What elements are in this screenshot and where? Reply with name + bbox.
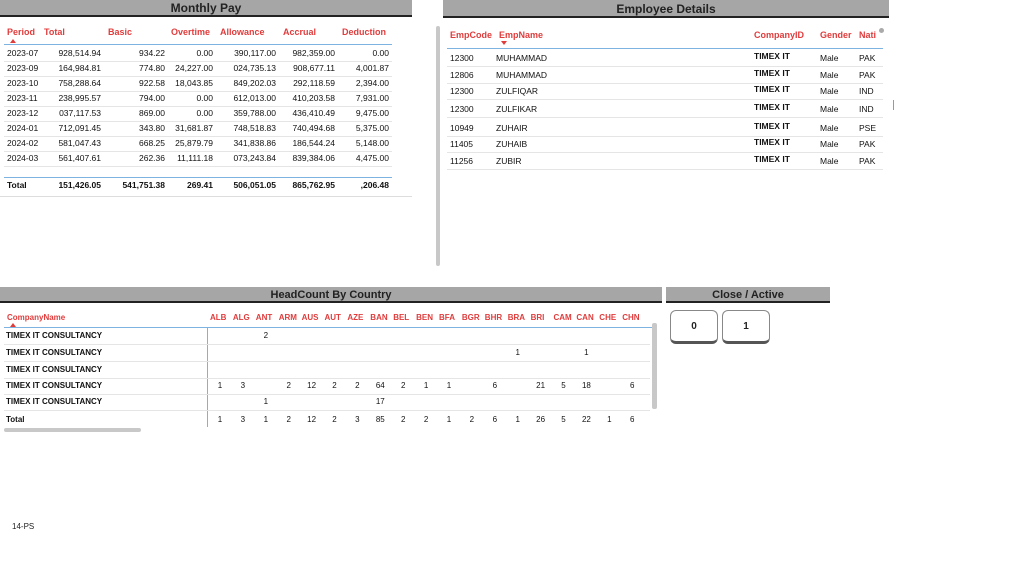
employee-details-cell: ZULFIQAR xyxy=(496,86,539,96)
monthly-pay-total-value: ,206.48 xyxy=(360,180,389,190)
employee-details-body xyxy=(443,49,889,169)
headcount-total-cell: 2 xyxy=(286,415,291,424)
row-separator xyxy=(4,121,392,122)
headcount-col-alb[interactable]: ALB xyxy=(210,313,227,322)
employee-details-cell: Male xyxy=(820,104,839,114)
monthly-pay-value-cell: 928,514.94 xyxy=(58,48,101,58)
headcount-body xyxy=(0,328,662,434)
monthly-pay-header xyxy=(0,26,412,42)
headcount-col-aze[interactable]: AZE xyxy=(347,313,364,322)
employee-details-corner-dot xyxy=(879,28,884,33)
row-separator xyxy=(447,117,883,118)
close-active-title: Close / Active xyxy=(666,287,830,303)
employee-details-cell: IND xyxy=(859,104,874,114)
employee-details-cell: 12806 xyxy=(450,70,474,80)
headcount-total-cell: 1 xyxy=(607,415,612,424)
headcount-col-ben[interactable]: BEN xyxy=(416,313,433,322)
employee-details-cell: TIMEX IT xyxy=(754,102,790,112)
monthly-pay-col-overtime[interactable]: Overtime xyxy=(171,27,211,37)
employee-details-cell: ZULFIKAR xyxy=(496,104,538,114)
monthly-pay-value-cell: 390,117.00 xyxy=(234,48,276,58)
monthly-pay-value-cell: 982,359.00 xyxy=(292,48,335,58)
page-label: 14-PS xyxy=(12,522,35,531)
row-separator xyxy=(4,378,650,379)
monthly-pay-col-allowance[interactable]: Allowance xyxy=(220,27,265,37)
row-separator xyxy=(4,344,650,345)
monthly-pay-total-value: 865,762.95 xyxy=(292,180,335,190)
headcount-cell: 1 xyxy=(263,397,269,406)
monthly-pay-value-cell: 4,001.87 xyxy=(355,63,389,73)
headcount-vertical-scrollbar[interactable] xyxy=(652,323,657,409)
headcount-cell: 6 xyxy=(629,381,635,390)
employee-details-cell: 10949 xyxy=(450,123,474,133)
employee-details-cell: 11256 xyxy=(450,156,474,166)
employee-details-cell: 12300 xyxy=(450,86,474,96)
headcount-company-name: TIMEX IT CONSULTANCY xyxy=(6,365,103,374)
monthly-pay-col-deduction[interactable]: Deduction xyxy=(342,27,386,37)
headcount-col-che[interactable]: CHE xyxy=(599,313,617,322)
headcount-col-ant[interactable]: ANT xyxy=(255,313,273,322)
headcount-cell: 1 xyxy=(217,381,223,390)
monthly-pay-value-cell: 2,394.00 xyxy=(355,78,389,88)
monthly-pay-value-cell: 24,227.00 xyxy=(175,63,213,73)
employee-details-cell: PAK xyxy=(859,139,876,149)
employee-details-cell: TIMEX IT xyxy=(754,137,790,147)
monthly-pay-value-cell: 18,043.85 xyxy=(175,78,213,88)
monthly-pay-value-cell: 0.00 xyxy=(196,93,213,103)
headcount-total-cell: 1 xyxy=(446,415,452,424)
headcount-cell: 1 xyxy=(423,381,429,390)
monthly-pay-period-cell: 2024-02 xyxy=(7,138,39,148)
headcount-total-cell: 2 xyxy=(400,415,406,424)
headcount-col-aus[interactable]: AUS xyxy=(301,313,319,322)
row-separator xyxy=(4,151,392,152)
headcount-header xyxy=(0,311,662,327)
monthly-pay-value-cell: 774.80 xyxy=(139,63,165,73)
monthly-pay-title: Monthly Pay xyxy=(0,0,412,17)
headcount-total-cell: 26 xyxy=(536,415,546,424)
employee-details-col-empname[interactable]: EmpName xyxy=(499,30,544,40)
close-active-button-1[interactable]: 1 xyxy=(722,310,770,344)
headcount-cell: 1 xyxy=(446,381,452,390)
monthly-pay-value-cell: 922.58 xyxy=(139,78,165,88)
headcount-title: HeadCount By Country xyxy=(0,287,662,303)
monthly-pay-total-value: 151,426.05 xyxy=(58,180,101,190)
headcount-col-bfa[interactable]: BFA xyxy=(439,313,455,322)
employee-details-cell: 12300 xyxy=(450,104,474,114)
headcount-cell: 2 xyxy=(400,381,406,390)
employee-details-cell: TIMEX IT xyxy=(754,68,790,78)
headcount-col-alg[interactable]: ALG xyxy=(232,313,250,322)
sort-desc-icon xyxy=(501,41,507,45)
headcount-cell: 2 xyxy=(355,381,360,390)
employee-details-cell: TIMEX IT xyxy=(754,154,790,164)
headcount-col-can[interactable]: CAN xyxy=(576,313,594,322)
headcount-total-cell: 2 xyxy=(423,415,429,424)
employee-details-cell: 12300 xyxy=(450,53,474,63)
headcount-company-name: TIMEX IT CONSULTANCY xyxy=(6,331,103,340)
employee-details-cell: PSE xyxy=(859,123,877,133)
headcount-col-aut[interactable]: AUT xyxy=(324,313,341,322)
headcount-company-name: TIMEX IT CONSULTANCY xyxy=(6,348,103,357)
monthly-pay-value-cell: 0.00 xyxy=(196,108,213,118)
employee-details-cell: PAK xyxy=(859,53,876,63)
monthly-pay-total-label: Total xyxy=(7,180,27,190)
employee-details-cell: TIMEX IT xyxy=(754,121,790,131)
monthly-pay-value-cell: 561,407.61 xyxy=(58,153,101,163)
headcount-total-cell: 3 xyxy=(355,415,360,424)
headcount-total-cell: 1 xyxy=(515,415,520,424)
monthly-pay-value-cell: 341,838.86 xyxy=(233,138,276,148)
monthly-pay-period-cell: 2023-07 xyxy=(7,48,39,58)
monthly-pay-value-cell: 25,879.79 xyxy=(175,138,213,148)
monthly-pay-value-cell: 908,677.11 xyxy=(293,63,335,73)
row-separator xyxy=(4,106,392,107)
monthly-pay-value-cell: 668.25 xyxy=(139,138,165,148)
employee-details-cell: Male xyxy=(820,156,839,166)
monthly-pay-value-cell: 4,475.00 xyxy=(355,153,389,163)
headcount-total-cell: 1 xyxy=(263,415,269,424)
monthly-pay-value-cell: 31,681.87 xyxy=(175,123,213,133)
employee-details-cell: PAK xyxy=(859,156,876,166)
headcount-cell: 21 xyxy=(536,381,546,390)
sort-asc-icon xyxy=(10,39,16,43)
employee-details-cell: TIMEX IT xyxy=(754,84,790,94)
headcount-cell: 12 xyxy=(307,381,317,390)
headcount-cell: 5 xyxy=(561,381,566,390)
employee-details-title: Employee Details xyxy=(443,0,889,18)
monthly-pay-value-cell: 758,288.64 xyxy=(58,78,101,88)
headcount-cell: 17 xyxy=(375,397,385,406)
monthly-pay-value-cell: 410,203.58 xyxy=(292,93,335,103)
monthly-pay-col-period[interactable]: Period xyxy=(7,27,36,37)
headcount-col-arm[interactable]: ARM xyxy=(278,313,297,322)
monthly-pay-total-value: 269.41 xyxy=(187,180,213,190)
close-active-button-0[interactable]: 0 xyxy=(670,310,718,344)
headcount-cell: 2 xyxy=(332,381,337,390)
row-separator xyxy=(447,169,883,170)
employee-details-cell: Male xyxy=(820,53,839,63)
headcount-total-label: Total xyxy=(6,415,25,424)
monthly-pay-value-cell: 164,984.81 xyxy=(58,63,101,73)
row-separator xyxy=(4,166,392,167)
monthly-pay-value-cell: 262.36 xyxy=(139,153,165,163)
headcount-total-cell: 5 xyxy=(561,415,566,424)
monthly-pay-value-cell: 0.00 xyxy=(372,48,389,58)
employee-details-cell: IND xyxy=(859,86,874,96)
row-separator xyxy=(4,136,392,137)
headcount-cell: 3 xyxy=(240,381,246,390)
monthly-pay-value-cell: 0.00 xyxy=(196,48,213,58)
monthly-pay-value-cell: 581,047.43 xyxy=(58,138,101,148)
monthly-pay-value-cell: 073,243.84 xyxy=(233,153,276,163)
headcount-company-name: TIMEX IT CONSULTANCY xyxy=(6,381,103,390)
monthly-pay-value-cell: 869.00 xyxy=(139,108,165,118)
employee-details-cell: Male xyxy=(820,70,839,80)
monthly-pay-value-cell: 5,375.00 xyxy=(355,123,389,133)
monthly-pay-bottom-border xyxy=(0,196,412,197)
monthly-pay-value-cell: 7,931.00 xyxy=(355,93,389,103)
row-separator xyxy=(4,76,392,77)
monthly-pay-value-cell: 238,995.57 xyxy=(58,93,101,103)
monthly-pay-col-accrual[interactable]: Accrual xyxy=(283,27,317,37)
employee-details-cell: TIMEX IT xyxy=(754,51,790,61)
row-separator xyxy=(4,91,392,92)
monthly-pay-value-cell: 9,475.00 xyxy=(355,108,389,118)
headcount-cell: 1 xyxy=(584,348,589,357)
headcount-total-cell: 2 xyxy=(469,415,475,424)
monthly-pay-value-cell: 037,117.53 xyxy=(59,108,101,118)
row-separator xyxy=(4,361,650,362)
monthly-pay-value-cell: 839,384.06 xyxy=(292,153,335,163)
headcount-col-companyname[interactable]: CompanyName xyxy=(7,313,66,322)
headcount-total-cell: 2 xyxy=(332,415,337,424)
headcount-col-bra[interactable]: BRA xyxy=(507,313,526,322)
headcount-horizontal-scrollbar[interactable] xyxy=(4,428,141,432)
monthly-pay-value-cell: 794.00 xyxy=(139,93,165,103)
headcount-total-cell: 6 xyxy=(492,415,498,424)
employee-details-cell: PAK xyxy=(859,70,876,80)
headcount-col-bel[interactable]: BEL xyxy=(393,313,410,322)
employee-details-cell: Male xyxy=(820,86,839,96)
headcount-total-cell: 3 xyxy=(240,415,246,424)
headcount-total-cell: 22 xyxy=(581,415,591,424)
headcount-col-bgr[interactable]: BGR xyxy=(461,313,480,322)
employee-details-cell: ZUHAIR xyxy=(496,123,528,133)
monthly-pay-value-cell: 436,410.49 xyxy=(292,108,335,118)
employee-details-cell: Male xyxy=(820,123,839,133)
monthly-pay-value-cell: 740,494.68 xyxy=(292,123,335,133)
headcount-cell: 64 xyxy=(375,381,385,390)
monthly-pay-value-cell: 186,544.24 xyxy=(292,138,335,148)
headcount-panel xyxy=(0,287,662,437)
headcount-total-cell: 6 xyxy=(629,415,635,424)
row-separator xyxy=(4,410,650,411)
monthly-pay-period-cell: 2024-01 xyxy=(7,123,39,133)
monthly-pay-value-cell: 024,735.13 xyxy=(233,63,276,73)
monthly-pay-value-cell: 343.80 xyxy=(139,123,165,133)
monthly-pay-value-cell: 612,013.00 xyxy=(233,93,276,103)
headcount-company-name: TIMEX IT CONSULTANCY xyxy=(6,397,103,406)
headcount-col-bri[interactable]: BRI xyxy=(530,313,545,322)
monthly-pay-panel xyxy=(0,0,412,200)
monthly-pay-period-cell: 2023-10 xyxy=(7,78,39,88)
employee-details-scroll-tick xyxy=(893,100,894,110)
row-separator xyxy=(447,99,883,100)
employee-details-cell: MUHAMMAD xyxy=(496,53,547,63)
employee-details-col-empcode[interactable]: EmpCode xyxy=(450,30,493,40)
monthly-pay-value-cell: 5,148.00 xyxy=(355,138,389,148)
row-separator xyxy=(447,152,883,153)
employee-details-header xyxy=(443,28,889,46)
monthly-pay-value-cell: 11,111.18 xyxy=(177,153,213,163)
headcount-total-cell: 12 xyxy=(307,415,317,424)
monthly-pay-total-value: 506,051.05 xyxy=(233,180,276,190)
employee-details-cell: Male xyxy=(820,139,839,149)
monthly-pay-value-cell: 934.22 xyxy=(139,48,165,58)
employee-details-panel xyxy=(443,0,889,175)
headcount-col-ban[interactable]: BAN xyxy=(370,313,388,322)
row-separator xyxy=(4,61,392,62)
monthly-pay-value-cell: 712,091.45 xyxy=(58,123,101,133)
employee-details-col-companyid[interactable]: CompanyID xyxy=(754,30,805,40)
monthly-pay-period-cell: 2024-03 xyxy=(7,153,39,163)
employee-details-cell: ZUBIR xyxy=(496,156,522,166)
row-separator xyxy=(447,136,883,137)
employee-details-col-nati[interactable]: Nati xyxy=(859,30,877,40)
headcount-col-cam[interactable]: CAM xyxy=(553,313,572,322)
headcount-col-chn[interactable]: CHN xyxy=(622,313,640,322)
headcount-total-cell: 1 xyxy=(217,415,223,424)
close-active-panel xyxy=(666,287,830,347)
monthly-pay-body xyxy=(0,44,412,174)
monthly-pay-value-cell: 849,202.03 xyxy=(233,78,276,88)
monthly-pay-total-row xyxy=(0,180,412,194)
headcount-cell: 6 xyxy=(492,381,498,390)
headcount-col-bhr[interactable]: BHR xyxy=(484,313,503,322)
row-separator xyxy=(4,394,650,395)
monthly-pay-total-divider xyxy=(4,177,392,178)
row-separator xyxy=(447,66,883,67)
monthly-pay-value-cell: 292,118.59 xyxy=(293,78,335,88)
employee-details-cell: 11405 xyxy=(450,139,474,149)
employee-details-cell: ZUHAIB xyxy=(496,139,528,149)
monthly-pay-period-cell: 2023-11 xyxy=(7,93,38,103)
headcount-cell: 18 xyxy=(581,381,591,390)
headcount-cell: 2 xyxy=(263,331,269,340)
monthly-pay-period-cell: 2023-09 xyxy=(7,63,39,73)
monthly-pay-period-cell: 2023-12 xyxy=(7,108,39,118)
headcount-cell: 1 xyxy=(515,348,520,357)
employee-details-cell: MUHAMMAD xyxy=(496,70,547,80)
monthly-pay-col-basic[interactable]: Basic xyxy=(108,27,133,37)
monthly-pay-value-cell: 748,518.83 xyxy=(233,123,276,133)
monthly-pay-value-cell: 359,788.00 xyxy=(233,108,276,118)
monthly-pay-scrollbar[interactable] xyxy=(436,26,440,266)
monthly-pay-col-total[interactable]: Total xyxy=(44,27,65,37)
monthly-pay-total-value: 541,751.38 xyxy=(122,180,165,190)
employee-details-col-gender[interactable]: Gender xyxy=(820,30,852,40)
row-separator xyxy=(447,83,883,84)
headcount-total-cell: 85 xyxy=(375,415,385,424)
headcount-cell: 2 xyxy=(286,381,291,390)
